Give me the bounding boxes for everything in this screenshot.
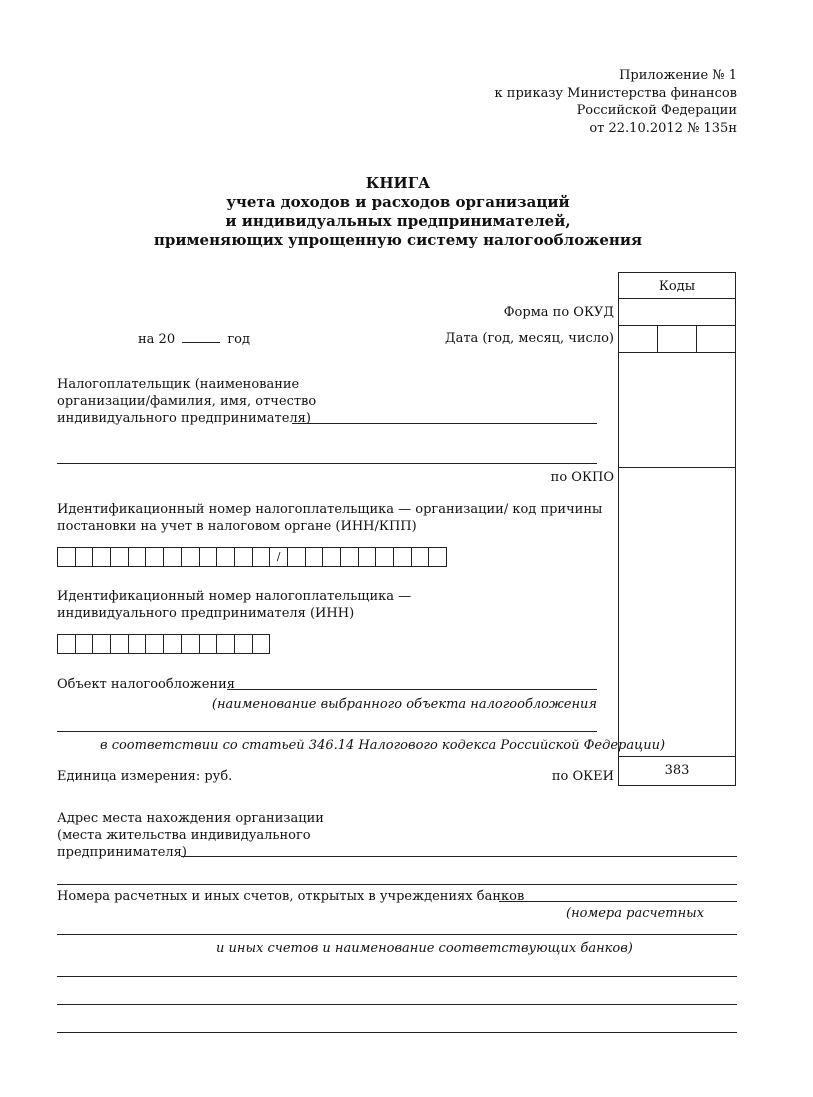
accounts-input-line-2[interactable] bbox=[57, 934, 737, 935]
address-label-1: Адрес места нахождения организации bbox=[57, 811, 324, 826]
inn-kpp-label-2: постановки на учет в налоговом органе (ИНН/КПП) bbox=[57, 519, 417, 534]
date-cell-month[interactable] bbox=[657, 325, 697, 352]
appendix-line-4: от 22.10.2012 № 135н bbox=[589, 120, 737, 136]
accounts-hint-1: (номера расчетных bbox=[566, 906, 705, 921]
title-line-2: учета доходов и расходов организаций bbox=[226, 193, 570, 211]
address-input-line-2[interactable] bbox=[57, 884, 737, 885]
object-input-line-2[interactable] bbox=[57, 731, 597, 732]
address-input-line-1[interactable] bbox=[181, 856, 737, 857]
inn-ip-cell[interactable] bbox=[128, 634, 147, 654]
taxpayer-label-3: индивидуального предпринимателя) bbox=[57, 411, 311, 426]
accounts-input-line-5[interactable] bbox=[57, 1032, 737, 1033]
inn-cell[interactable] bbox=[57, 547, 76, 567]
inn-cell[interactable] bbox=[181, 547, 200, 567]
inn-cell[interactable] bbox=[216, 547, 235, 567]
inn-ip-cell[interactable] bbox=[75, 634, 94, 654]
taxpayer-label-1: Налогоплательщик (наименование bbox=[57, 377, 300, 392]
inn-cell[interactable] bbox=[110, 547, 129, 567]
year-suffix: год bbox=[227, 332, 251, 347]
taxpayer-label-2: организации/фамилия, имя, отчество bbox=[57, 394, 317, 409]
inn-cell[interactable] bbox=[75, 547, 94, 567]
accounts-label: Номера расчетных и иных счетов, открытых в учреждениях банков bbox=[57, 889, 525, 904]
kpp-cell[interactable] bbox=[322, 547, 341, 567]
inn-ip-cell[interactable] bbox=[145, 634, 164, 654]
inn-kpp-separator: / bbox=[269, 547, 288, 567]
kpp-cell[interactable] bbox=[393, 547, 412, 567]
appendix-line-2: к приказу Министерства финансов bbox=[494, 85, 737, 101]
date-label: Дата (год, месяц, число) bbox=[445, 331, 614, 346]
object-hint-2: в соответствии со статьей 346.14 Налогового кодекса Российской Федерации) bbox=[100, 738, 666, 753]
inn-ip-label-2: индивидуального предпринимателя (ИНН) bbox=[57, 606, 355, 621]
codes-header: Коды bbox=[658, 279, 696, 294]
inn-cell[interactable] bbox=[128, 547, 147, 567]
inn-cell[interactable] bbox=[92, 547, 111, 567]
kpp-cell[interactable] bbox=[411, 547, 430, 567]
accounts-input-line-4[interactable] bbox=[57, 1004, 737, 1005]
inn-ip-cell[interactable] bbox=[199, 634, 218, 654]
inn-ip-label-1: Идентификационный номер налогоплательщика — bbox=[57, 589, 412, 604]
inn-kpp-label-1: Идентификационный номер налогоплательщика — организации/ код причины bbox=[57, 502, 603, 517]
inn-cell[interactable] bbox=[252, 547, 271, 567]
inn-ip-cells[interactable] bbox=[57, 634, 270, 654]
inn-cell[interactable] bbox=[145, 547, 164, 567]
inn-ip-cell[interactable] bbox=[92, 634, 111, 654]
taxpayer-input-line-1[interactable] bbox=[292, 423, 597, 424]
year-input[interactable] bbox=[182, 331, 220, 343]
appendix-line-1: Приложение № 1 bbox=[619, 68, 737, 83]
inn-kpp-cells[interactable] bbox=[57, 547, 447, 567]
object-hint: (наименование выбранного объекта налогообложения bbox=[211, 697, 597, 712]
accounts-hint-2: и иных счетов и наименование соответствующих банков) bbox=[216, 941, 633, 956]
inn-ip-cell[interactable] bbox=[216, 634, 235, 654]
taxpayer-input-line-2[interactable] bbox=[57, 463, 597, 464]
inn-ip-cell[interactable] bbox=[181, 634, 200, 654]
object-label: Объект налогообложения bbox=[57, 677, 235, 692]
okei-code-value: 383 bbox=[664, 763, 690, 778]
address-label-3: предпринимателя) bbox=[57, 845, 187, 860]
object-input-line[interactable] bbox=[227, 689, 597, 690]
okei-label: по ОКЕИ bbox=[551, 769, 614, 784]
inn-cell[interactable] bbox=[199, 547, 218, 567]
inn-ip-cell[interactable] bbox=[234, 634, 253, 654]
title-line-3: и индивидуальных предпринимателей, bbox=[225, 212, 571, 230]
date-cell-year[interactable] bbox=[618, 325, 658, 352]
appendix-line-3: Российской Федерации bbox=[576, 103, 737, 118]
inn-ip-cell[interactable] bbox=[57, 634, 76, 654]
inn-cell[interactable] bbox=[234, 547, 253, 567]
inn-cell[interactable] bbox=[163, 547, 182, 567]
kpp-cell[interactable] bbox=[375, 547, 394, 567]
okpo-label: по ОКПО bbox=[550, 470, 614, 485]
kpp-cell[interactable] bbox=[428, 547, 447, 567]
kpp-cell[interactable] bbox=[305, 547, 324, 567]
year-prefix: на 20 bbox=[138, 332, 176, 347]
inn-ip-cell[interactable] bbox=[110, 634, 129, 654]
accounts-input-line-1[interactable] bbox=[499, 901, 737, 902]
okud-label: Форма по ОКУД bbox=[503, 305, 614, 320]
kpp-cell[interactable] bbox=[340, 547, 359, 567]
title-main: КНИГА bbox=[365, 174, 431, 192]
kpp-cell[interactable] bbox=[358, 547, 377, 567]
unit-label: Единица измерения: руб. bbox=[57, 769, 233, 784]
accounts-input-line-3[interactable] bbox=[57, 976, 737, 977]
kpp-cell[interactable] bbox=[287, 547, 306, 567]
inn-ip-cell[interactable] bbox=[163, 634, 182, 654]
address-label-2: (места жительства индивидуального bbox=[57, 828, 311, 843]
inn-ip-cell[interactable] bbox=[252, 634, 271, 654]
title-line-4: применяющих упрощенную систему налогообложения bbox=[153, 231, 643, 249]
